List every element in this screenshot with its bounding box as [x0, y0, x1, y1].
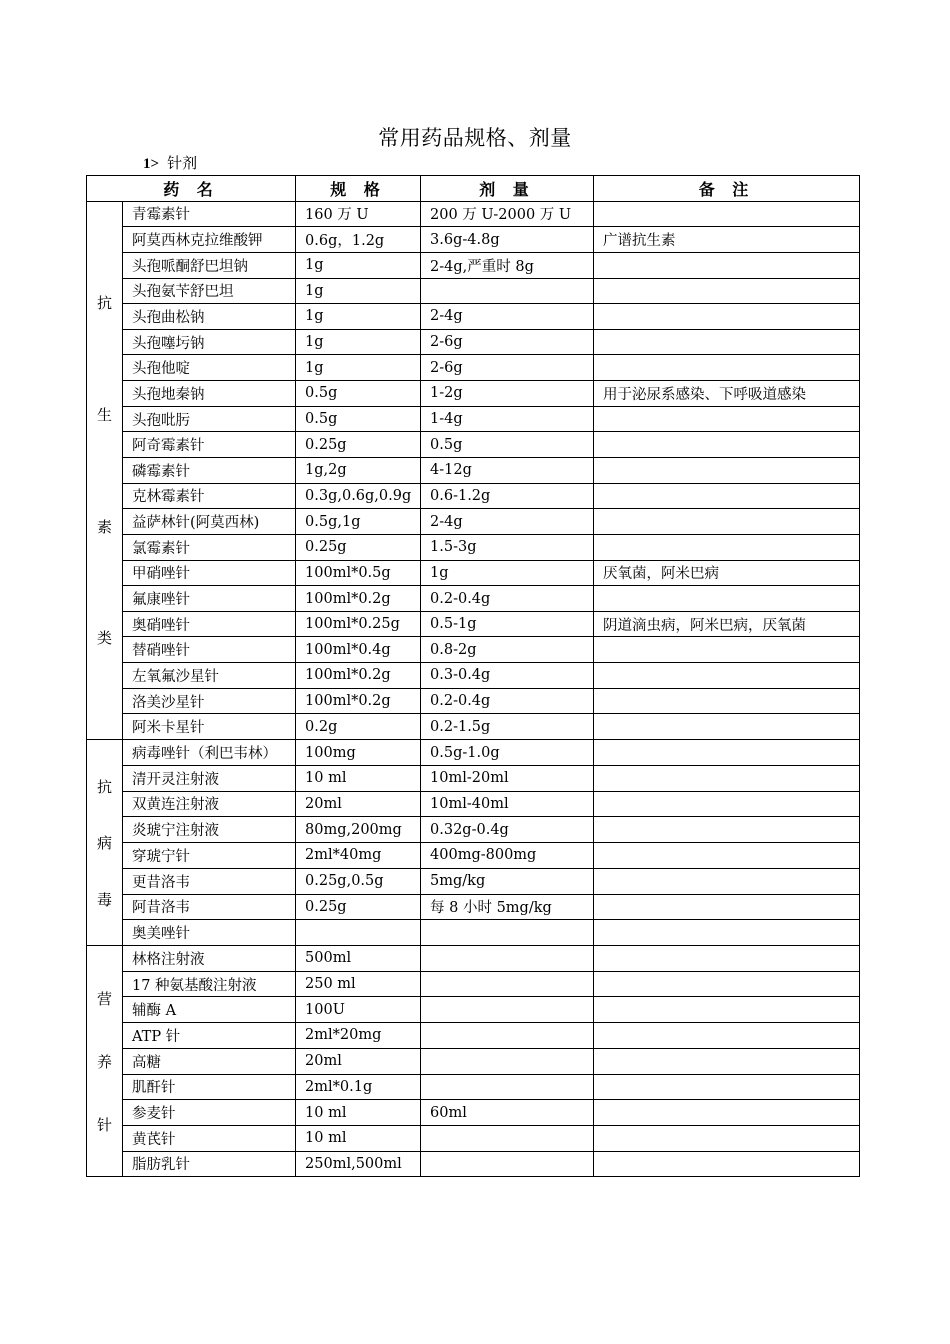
cell-dose: 0.5g	[421, 432, 594, 458]
table-row	[87, 843, 860, 869]
cell-dose: 1g	[421, 560, 594, 586]
table-row	[87, 534, 860, 560]
cell-name: 阿米卡星针	[123, 714, 296, 740]
cell-dose	[421, 1151, 594, 1177]
table-row	[87, 688, 860, 714]
cell-name: 穿琥宁针	[123, 843, 296, 869]
cell-dose: 400mg-800mg	[421, 843, 594, 869]
table-row	[87, 997, 860, 1023]
table-row	[87, 817, 860, 843]
cell-name: 林格注射液	[123, 945, 296, 971]
cell-dose	[421, 278, 594, 304]
table-row	[87, 432, 860, 458]
cell-dose: 每 8 小时 5mg/kg	[421, 894, 594, 920]
cell-dose: 10ml-40ml	[421, 791, 594, 817]
category-char: 抗	[96, 294, 112, 313]
cell-dose: 4-12g	[421, 458, 594, 484]
category-char: 抗	[96, 777, 112, 796]
cell-name: 甲硝唑针	[123, 560, 296, 586]
header-spec: 规 格	[296, 176, 421, 202]
cell-name: 更昔洛韦	[123, 868, 296, 894]
table-row	[87, 1100, 860, 1126]
cell-note	[594, 791, 860, 817]
cell-dose: 1-4g	[421, 406, 594, 432]
cell-note: 广谱抗生素	[594, 227, 860, 253]
cell-spec: 1g	[296, 252, 421, 278]
cell-dose	[421, 1023, 594, 1049]
cell-name: 阿莫西林克拉维酸钾	[123, 227, 296, 253]
cell-name: 脂肪乳针	[123, 1151, 296, 1177]
cell-spec: 500ml	[296, 945, 421, 971]
table-row	[87, 765, 860, 791]
cell-spec: 0.6g，1.2g	[296, 227, 421, 253]
cell-name: 双黄连注射液	[123, 791, 296, 817]
cell-spec: 10 ml	[296, 1125, 421, 1151]
cell-note	[594, 997, 860, 1023]
cell-spec: 250 ml	[296, 971, 421, 997]
cell-name: 左氧氟沙星针	[123, 663, 296, 689]
cell-spec: 100ml*0.5g	[296, 560, 421, 586]
cell-name: 参麦针	[123, 1100, 296, 1126]
cell-dose	[421, 1125, 594, 1151]
drug-table	[86, 175, 860, 1177]
table-row	[87, 791, 860, 817]
cell-spec: 80mg,200mg	[296, 817, 421, 843]
cell-dose: 200 万 U-2000 万 U	[421, 201, 594, 227]
table-row	[87, 740, 860, 766]
cell-spec: 100ml*0.2g	[296, 688, 421, 714]
cell-note	[594, 329, 860, 355]
cell-note	[594, 483, 860, 509]
section-number: 1>	[143, 156, 160, 172]
category-cell	[87, 201, 123, 740]
cell-note	[594, 432, 860, 458]
cell-dose: 0.2-0.4g	[421, 586, 594, 612]
header-name: 药 名	[87, 176, 296, 202]
category-cell	[87, 945, 123, 1176]
cell-spec: 10 ml	[296, 1100, 421, 1126]
section-label: 针剂	[167, 154, 198, 172]
cell-dose: 5mg/kg	[421, 868, 594, 894]
category-char: 类	[96, 629, 112, 648]
cell-name: 奥硝唑针	[123, 611, 296, 637]
table-row	[87, 1048, 860, 1074]
cell-note	[594, 406, 860, 432]
cell-spec: 0.25g,0.5g	[296, 868, 421, 894]
cell-note	[594, 1125, 860, 1151]
page-title: 常用药品规格、剂量	[378, 126, 572, 150]
cell-name: 益萨林针(阿莫西林)	[123, 509, 296, 535]
cell-name: 氯霉素针	[123, 534, 296, 560]
table-row	[87, 509, 860, 535]
cell-dose: 2-4g	[421, 304, 594, 330]
section-subtitle	[143, 152, 197, 173]
cell-note	[594, 817, 860, 843]
table-row	[87, 637, 860, 663]
cell-dose	[421, 1048, 594, 1074]
cell-note	[594, 509, 860, 535]
cell-note	[594, 458, 860, 484]
cell-spec: 1g	[296, 355, 421, 381]
table-row	[87, 483, 860, 509]
table-row	[87, 458, 860, 484]
cell-name: 17 种氨基酸注射液	[123, 971, 296, 997]
cell-name: 头孢氨苄舒巴坦	[123, 278, 296, 304]
cell-name: 头孢哌酮舒巴坦钠	[123, 252, 296, 278]
table-row	[87, 971, 860, 997]
cell-note	[594, 1048, 860, 1074]
cell-spec: 20ml	[296, 1048, 421, 1074]
table-row	[87, 381, 860, 407]
cell-dose: 2-4g,严重时 8g	[421, 252, 594, 278]
cell-name: ATP 针	[123, 1023, 296, 1049]
table-row	[87, 945, 860, 971]
cell-dose: 0.2-0.4g	[421, 688, 594, 714]
cell-dose: 2-4g	[421, 509, 594, 535]
cell-note	[594, 740, 860, 766]
cell-dose: 0.5-1g	[421, 611, 594, 637]
cell-name: 青霉素针	[123, 201, 296, 227]
header-dose: 剂 量	[421, 176, 594, 202]
cell-note: 阴道滴虫病，阿米巴病，厌氧菌	[594, 611, 860, 637]
table-row	[87, 1023, 860, 1049]
cell-note	[594, 843, 860, 869]
cell-name: 阿昔洛韦	[123, 894, 296, 920]
cell-dose: 0.2-1.5g	[421, 714, 594, 740]
cell-note	[594, 894, 860, 920]
cell-dose: 1.5-3g	[421, 534, 594, 560]
table-row	[87, 201, 860, 227]
cell-dose: 0.8-2g	[421, 637, 594, 663]
cell-note	[594, 1023, 860, 1049]
table-row	[87, 611, 860, 637]
cell-note	[594, 971, 860, 997]
category-char: 素	[96, 517, 112, 536]
table-row	[87, 252, 860, 278]
cell-spec: 0.5g	[296, 381, 421, 407]
cell-note	[594, 304, 860, 330]
table-row	[87, 920, 860, 946]
table-header-row	[87, 176, 860, 202]
cell-dose: 10ml-20ml	[421, 765, 594, 791]
cell-spec: 100ml*0.2g	[296, 586, 421, 612]
cell-note	[594, 765, 860, 791]
cell-dose: 0.3-0.4g	[421, 663, 594, 689]
cell-name: 辅酶 A	[123, 997, 296, 1023]
cell-note	[594, 868, 860, 894]
cell-name: 肌酐针	[123, 1074, 296, 1100]
cell-note	[594, 1074, 860, 1100]
cell-dose: 2-6g	[421, 329, 594, 355]
cell-dose	[421, 997, 594, 1023]
cell-spec: 0.25g	[296, 894, 421, 920]
table-row	[87, 227, 860, 253]
cell-spec: 1g,2g	[296, 458, 421, 484]
cell-spec: 1g	[296, 278, 421, 304]
cell-dose: 60ml	[421, 1100, 594, 1126]
cell-spec: 0.5g	[296, 406, 421, 432]
cell-note: 用于泌尿系感染、下呼吸道感染	[594, 381, 860, 407]
category-char: 针	[96, 1115, 112, 1134]
cell-note	[594, 945, 860, 971]
table-row	[87, 560, 860, 586]
cell-name: 头孢地秦钠	[123, 381, 296, 407]
table-row	[87, 1074, 860, 1100]
cell-dose: 0.6-1.2g	[421, 483, 594, 509]
cell-name: 氟康唑针	[123, 586, 296, 612]
cell-note	[594, 663, 860, 689]
cell-spec: 250ml,500ml	[296, 1151, 421, 1177]
table-body	[87, 201, 860, 1177]
cell-dose	[421, 971, 594, 997]
cell-note	[594, 637, 860, 663]
cell-spec: 100ml*0.25g	[296, 611, 421, 637]
cell-name: 黄芪针	[123, 1125, 296, 1151]
table-row	[87, 894, 860, 920]
cell-dose: 3.6g-4.8g	[421, 227, 594, 253]
cell-spec: 1g	[296, 304, 421, 330]
cell-spec: 0.25g	[296, 534, 421, 560]
cell-spec: 0.2g	[296, 714, 421, 740]
table-row	[87, 586, 860, 612]
cell-spec	[296, 920, 421, 946]
table-row	[87, 406, 860, 432]
table-row	[87, 1125, 860, 1151]
cell-name: 头孢吡肟	[123, 406, 296, 432]
cell-spec: 0.3g,0.6g,0.9g	[296, 483, 421, 509]
cell-spec: 2ml*40mg	[296, 843, 421, 869]
cell-spec: 10 ml	[296, 765, 421, 791]
cell-spec: 20ml	[296, 791, 421, 817]
cell-note	[594, 688, 860, 714]
category-char: 营	[96, 989, 112, 1008]
cell-spec: 0.5g,1g	[296, 509, 421, 535]
table-row	[87, 714, 860, 740]
cell-note	[594, 278, 860, 304]
category-cell	[87, 740, 123, 946]
cell-note	[594, 1100, 860, 1126]
cell-name: 病毒唑针（利巴韦林）	[123, 740, 296, 766]
cell-dose	[421, 920, 594, 946]
table-row	[87, 278, 860, 304]
cell-note	[594, 355, 860, 381]
cell-name: 磷霉素针	[123, 458, 296, 484]
cell-note	[594, 714, 860, 740]
category-char: 毒	[96, 890, 112, 909]
cell-name: 头孢他啶	[123, 355, 296, 381]
cell-note	[594, 920, 860, 946]
cell-name: 炎琥宁注射液	[123, 817, 296, 843]
cell-dose: 0.32g-0.4g	[421, 817, 594, 843]
cell-name: 头孢噻圬钠	[123, 329, 296, 355]
cell-spec: 2ml*0.1g	[296, 1074, 421, 1100]
table-row	[87, 1151, 860, 1177]
category-char: 病	[96, 834, 112, 853]
cell-spec: 100ml*0.2g	[296, 663, 421, 689]
cell-name: 克林霉素针	[123, 483, 296, 509]
cell-spec: 100mg	[296, 740, 421, 766]
cell-spec: 100ml*0.4g	[296, 637, 421, 663]
cell-name: 高糖	[123, 1048, 296, 1074]
table-row	[87, 329, 860, 355]
cell-dose	[421, 1074, 594, 1100]
category-char: 养	[96, 1052, 112, 1071]
cell-note	[594, 201, 860, 227]
table-row	[87, 355, 860, 381]
cell-note: 厌氧菌，阿米巴病	[594, 560, 860, 586]
cell-spec: 0.25g	[296, 432, 421, 458]
cell-name: 清开灵注射液	[123, 765, 296, 791]
cell-name: 替硝唑针	[123, 637, 296, 663]
cell-note	[594, 586, 860, 612]
cell-note	[594, 534, 860, 560]
cell-dose: 1-2g	[421, 381, 594, 407]
header-note: 备 注	[594, 176, 860, 202]
cell-name: 头孢曲松钠	[123, 304, 296, 330]
cell-dose	[421, 945, 594, 971]
table-row	[87, 304, 860, 330]
cell-name: 洛美沙星针	[123, 688, 296, 714]
cell-name: 奥美唑针	[123, 920, 296, 946]
cell-spec: 160 万 U	[296, 201, 421, 227]
table-row	[87, 868, 860, 894]
cell-note	[594, 252, 860, 278]
category-char: 生	[96, 406, 112, 425]
cell-spec: 100U	[296, 997, 421, 1023]
cell-spec: 1g	[296, 329, 421, 355]
cell-note	[594, 1151, 860, 1177]
cell-dose: 2-6g	[421, 355, 594, 381]
cell-spec: 2ml*20mg	[296, 1023, 421, 1049]
cell-name: 阿奇霉素针	[123, 432, 296, 458]
cell-dose: 0.5g-1.0g	[421, 740, 594, 766]
table-row	[87, 663, 860, 689]
